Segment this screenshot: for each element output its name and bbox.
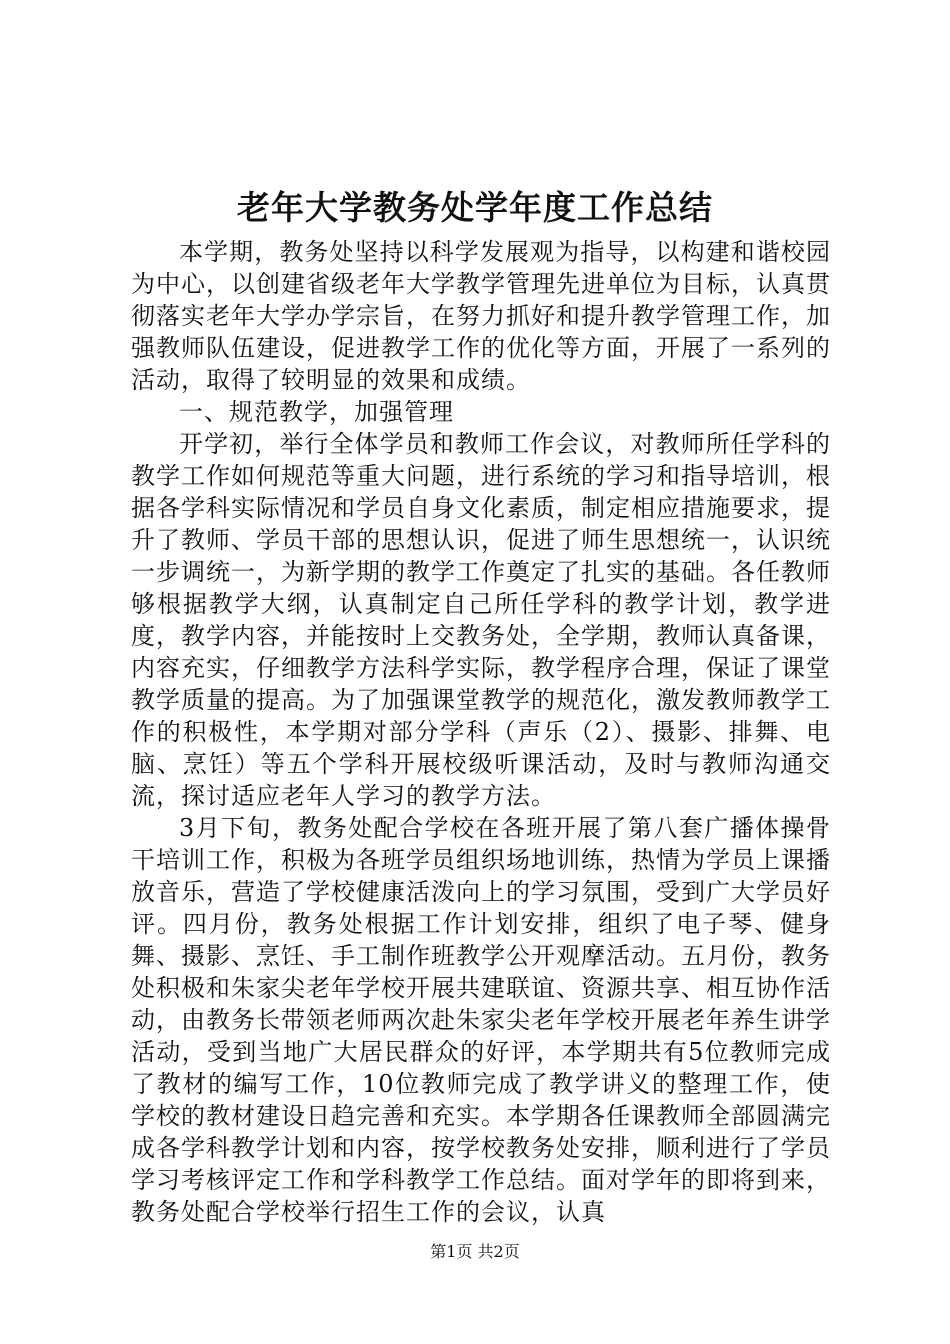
paragraph-activities: 3月下旬，教务处配合学校在各班开展了第八套广播体操骨干培训工作，积极为各班学员组织场地训练，热情为学员上课播放音乐，营造了学校健康活泼向上的学习氛围，受到广大学员好评。四月份，教务处根据工作计划安排，组织了电子琴、健身舞、摄影、烹饪、手工制作班教学公开观摩活动。五月份，教务处积极和朱家尖老年学校开展共建联谊、资源共享、相互协作活动，由教务长带领老师两次赴朱家尖老年学校开展老年养生讲学活动，受到当地广大居民群众的好评，本学期共有5位教师完成了教材的编写工作，10位教师完成了教学讲义的整理工作，使学校的教材建设日趋完善和充实。本学期各任课教师全部圆满完成各学科教学计划和内容，按学校教务处安排，顺利进行了学员学习考核评定工作和学科教学工作总结。面对学年的即将到来，教务处配合学校举行招生工作的会议，认真: [131, 814, 831, 1226]
document-body: [131, 236, 831, 1228]
section-heading-1: 一、规范教学，加强管理: [179, 398, 454, 426]
document-title: 老年大学教务处学年度工作总结: [237, 188, 713, 227]
paragraph-intro: 本学期，教务处坚持以科学发展观为指导，以构建和谐校园为中心，以创建省级老年大学教学管理先进单位为目标，认真贯彻落实老年大学办学宗旨，在努力抓好和提升教学管理工作，加强教师队伍建设，促进教学工作的优化等方面，开展了一系列的活动，取得了较明显的效果和成绩。: [131, 238, 831, 394]
page-number: 第1页 共2页: [430, 1242, 520, 1261]
paragraph-teaching-management: 开学初，举行全体学员和教师工作会议，对教师所任学科的教学工作如何规范等重大问题，进行系统的学习和指导培训，根据各学科实际情况和学员自身文化素质，制定相应措施要求，提升了教师、学员干部的思想认识，促进了师生思想统一，认识统一步调统一，为新学期的教学工作奠定了扎实的基础。各任教师够根据教学大纲，认真制定自己所任学科的教学计划，教学进度，教学内容，并能按时上交教务处，全学期，教师认真备课，内容充实，仔细教学方法科学实际，教学程序合理，保证了课堂教学质量的提高。为了加强课堂教学的规范化，激发教师教学工作的积极性，本学期对部分学科（声乐（2）、摄影、排舞、电脑、烹饪）等五个学科开展校级听课活动，及时与教师沟通交流，探讨适应老年人学习的教学方法。: [131, 430, 831, 810]
